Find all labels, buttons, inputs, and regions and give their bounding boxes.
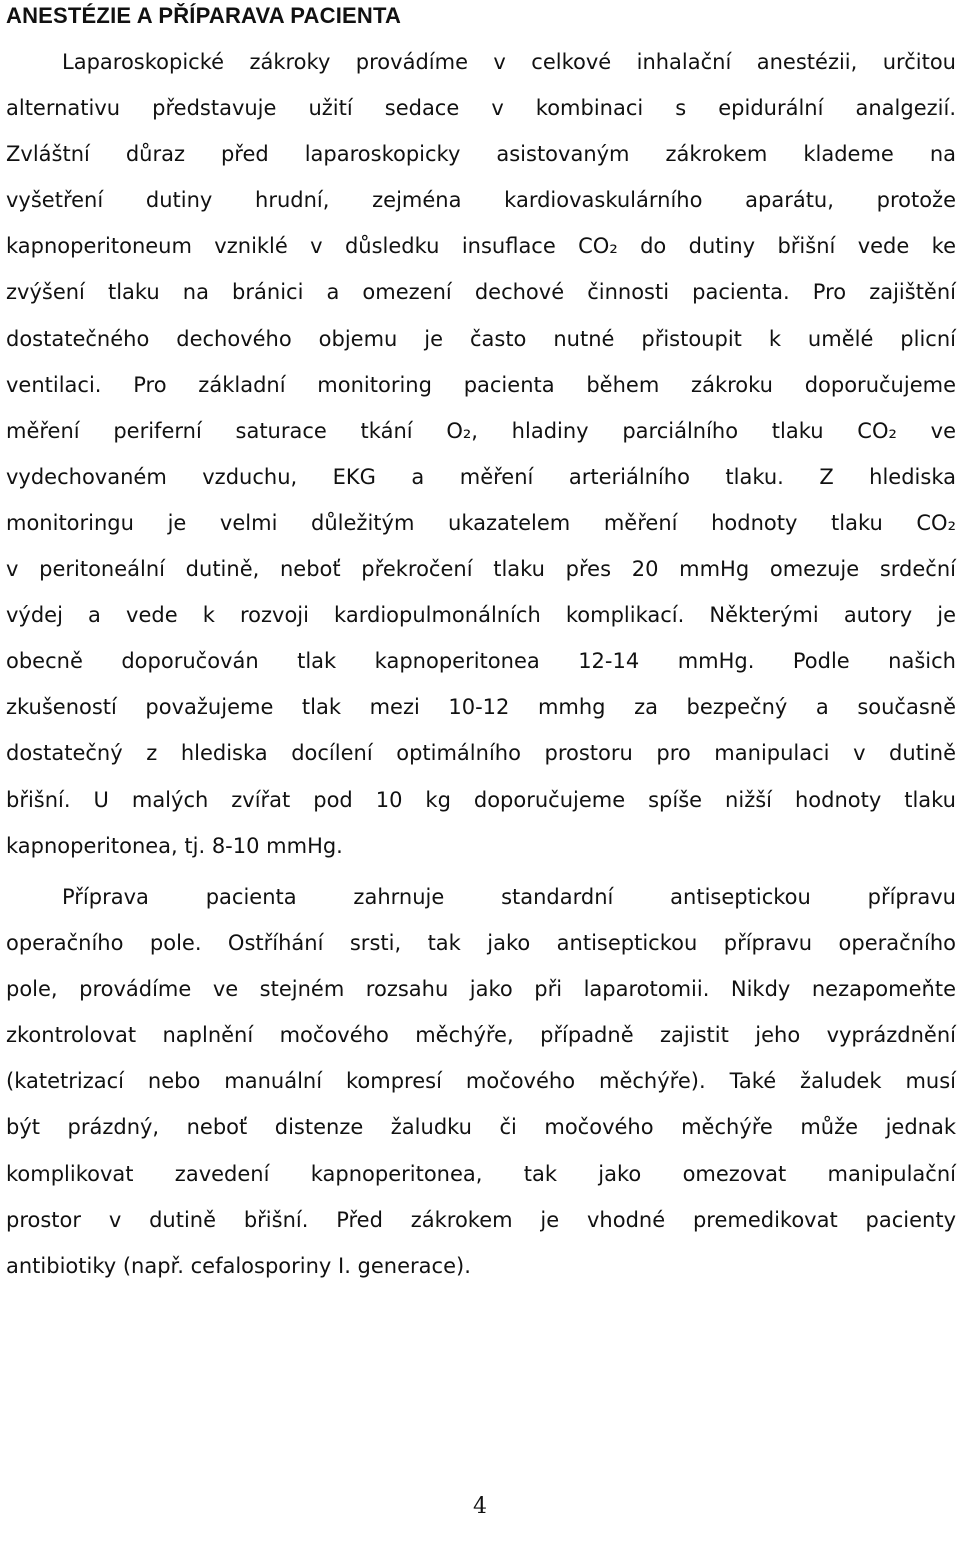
text-line: břišní. U malých zvířat pod 10 kg doporučujeme spíše nižší hodnoty tlaku	[6, 787, 956, 812]
text-line: (katetrizací nebo manuální kompresí močového měchýře). Také žaludek musí	[6, 1069, 956, 1094]
text-line: vydechovaném vzduchu, EKG a měření arteriálního tlaku. Z hlediska	[6, 464, 956, 489]
paragraph-preparation	[6, 874, 956, 1289]
text-line: kapnoperitonea, tj. 8-10 mmHg.	[6, 833, 343, 858]
text-line: zkušeností považujeme tlak mezi 10-12 mmhg za bezpečný a současně	[6, 695, 956, 720]
text-line: měření periferní saturace tkání O₂, hladiny parciálního tlaku CO₂ ve	[6, 418, 956, 443]
text-line: zkontrolovat naplnění močového měchýře, případně zajistit jeho vyprázdnění	[6, 1023, 956, 1048]
text-line: pole, provádíme ve stejném rozsahu jako při laparotomii. Nikdy nezapomeňte	[6, 977, 956, 1002]
text-line: dostatečného dechového objemu je často nutné přistoupit k umělé plicní	[6, 326, 956, 351]
text-line: prostor v dutině břišní. Před zákrokem je vhodné premedikovat pacienty	[6, 1207, 956, 1232]
text-line: zvýšení tlaku na bránici a omezení dechové činnosti pacienta. Pro zajištění	[6, 280, 956, 305]
text-line: výdej a vede k rozvoji kardiopulmonálních komplikací. Některými autory je	[6, 603, 956, 628]
text-line: monitoringu je velmi důležitým ukazatelem měření hodnoty tlaku CO₂	[6, 510, 956, 535]
text-line: operačního pole. Ostříhání srsti, tak jako antiseptickou přípravu operačního	[6, 931, 956, 956]
text-line: obecně doporučován tlak kapnoperitonea 12-14 mmHg. Podle našich	[6, 649, 956, 674]
text-line: komplikovat zavedení kapnoperitonea, tak jako omezovat manipulační	[6, 1161, 956, 1186]
paragraph-anesthesia	[6, 39, 956, 869]
text-line: alternativu představuje užití sedace v kombinaci s epidurální analgezií.	[6, 96, 956, 121]
text-line: vyšetření dutiny hrudní, zejména kardiovaskulárního aparátu, protože	[6, 188, 956, 213]
text-line: v peritoneální dutině, neboť překročení tlaku přes 20 mmHg omezuje srdeční	[6, 557, 956, 582]
page-number: 4	[473, 1494, 487, 1519]
section-heading: ANESTÉZIE A PŘÍPARAVA PACIENTA	[6, 3, 402, 28]
text-line: ventilaci. Pro základní monitoring pacienta během zákroku doporučujeme	[6, 372, 956, 397]
text-line: Laparoskopické zákroky provádíme v celkové inhalační anestézii, určitou	[62, 50, 956, 74]
text-line: dostatečný z hlediska docílení optimálního prostoru pro manipulaci v dutině	[6, 741, 956, 766]
text-line: Příprava pacienta zahrnuje standardní antiseptickou přípravu	[62, 885, 956, 909]
text-line: antibiotiky (např. cefalosporiny I. generace).	[6, 1253, 471, 1278]
text-line: kapnoperitoneum vzniklé v důsledku insuflace CO₂ do dutiny břišní vede ke	[6, 234, 956, 259]
text-line: být prázdný, neboť distenze žaludku či močového měchýře může jednak	[6, 1115, 956, 1140]
text-line: Zvláštní důraz před laparoskopicky asistovaným zákrokem klademe na	[6, 142, 956, 167]
